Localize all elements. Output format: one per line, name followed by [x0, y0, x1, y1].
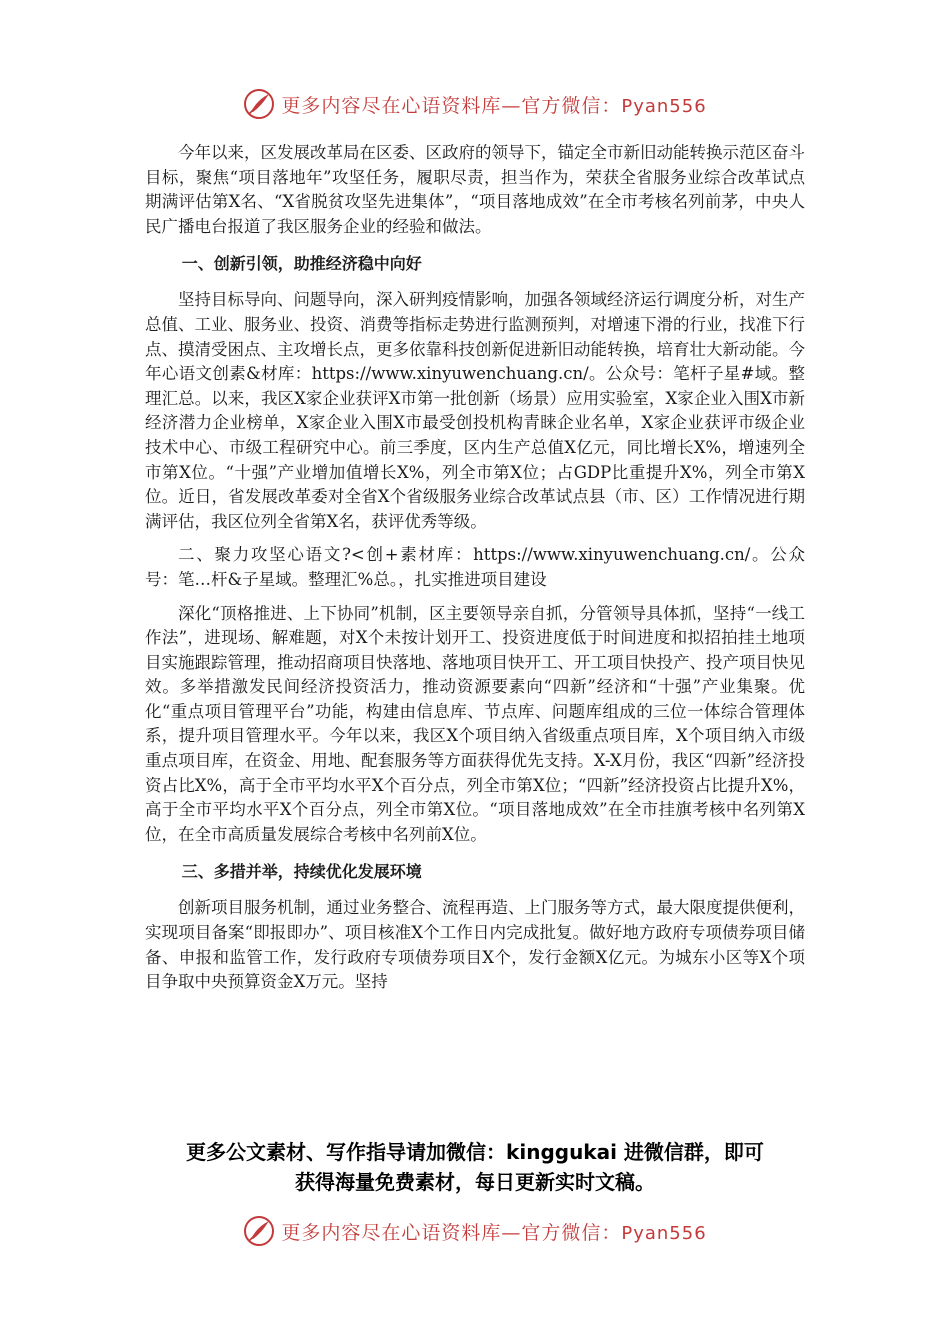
header-banner [0, 84, 950, 124]
section-2-heading-paragraph: 二、聚力攻坚心语文?<创+素材库：https://www.xinyuwenchuang.cn/。公众号：笔…杆&子星域。整理汇%总。，扎实推进项目建设 [145, 545, 805, 589]
intro-paragraph: 今年以来，区发展改革局在区委、区政府的领导下，锚定全市新旧动能转换示范区奋斗目标，聚焦“项目落地年”攻坚任务，履职尽责，担当作为，荣获全省服务业综合改革试点期满评估第X名、“X省脱贫攻坚先进集体”，“项目落地成效”在全市考核名列前茅，中央人民广播电台报道了我区服务企业的经验和做法。 [145, 143, 805, 236]
quill-logo-icon [243, 1215, 275, 1247]
section-2-paragraph: 深化“顶格推进、上下协同”机制，区主要领导亲自抓，分管领导具体抓，坚持“一线工作法”，进现场、解难题，对X个未按计划开工、投资进度低于时间进度和拟招拍挂土地项目实施跟踪管理，推动招商项目快落地、落地项目快开工、开工项目快投产、投产项目快见效。多举措激发民间经济投资活力，推动资源要素向“四新”经济和“十强”产业集聚。优化“重点项目管理平台”功能，构建由信息库、节点库、问题库组成的三位一体综合管理体系，提升项目管理水平。今年以来，我区X个项目纳入省级重点项目库，X个项目纳入市级重点项目库，在资金、用地、配套服务等方面获得优先支持。X-X月份，我区“四新”经济投资占比X%，高于全市平均水平X个百分点，列全市第X位；“四新”经济投资占比提升X%，高于全市平均水平X个百分点，列全市第X位。“项目落地成效”在全市挂旗考核中名列第X位，在全市高质量发展综合考核中名列前X位。 [145, 603, 805, 844]
quill-logo-icon [243, 88, 275, 120]
section-1-paragraph: 坚持目标导向、问题导向，深入研判疫情影响，加强各领域经济运行调度分析，对生产总值、工业、服务业、投资、消费等指标走势进行监测预判，对增速下滑的行业，找准下行点、摸清受困点、主攻增长点，更多依靠科技创新促进新旧动能转换，培育壮大新动能。今年心语文创素&材库：https://www.xinyuwenchuang.cn/。公众号：笔杆子星#域。整理汇总。以来，我区X家企业获评X市第一批创新（场景）应用实验室，X家企业入围X市新经济潜力企业榜单，X家企业入围X市最受创投机构青睐企业名单，X家企业获评市级企业技术中心、市级工程研究中心。前三季度，区内生产总值X亿元，同比增长X%，增速列全市第X位。“十强”产业增加值增长X%，列全市第X位；占GDP比重提升X%，列全市第X位。近日，省发展改革委对全省X个省级服务业综合改革试点县（市、区）工作情况进行期满评估，我区位列全省第X名，获评优秀等级。 [145, 290, 805, 531]
wechat-handle: Pyan556 [621, 95, 707, 117]
section-3-paragraph: 创新项目服务机制，通过业务整合、流程再造、上门服务等方式，最大限度提供便利，实现项目备案“即报即办”、项目核准X个工作日内完成批复。做好地方政府专项债券项目储备、申报和监管工作，发行政府专项债券项目X个，发行金额X亿元。为城东小区等X个项目争取中央预算资金X万元。坚持 [145, 898, 805, 992]
promo-line-1: 更多公文素材、写作指导请加微信：kinggukai 进微信群，即可 [186, 1140, 764, 1164]
section-1-heading: 一、创新引领，助推经济稳中向好 [181, 254, 422, 274]
banner-text: 更多内容尽在心语资料库—官方微信：Pyan556 [281, 94, 707, 117]
document-body [145, 141, 805, 995]
footer-banner [0, 1211, 950, 1251]
banner-text: 更多内容尽在心语资料库—官方微信：Pyan556 [281, 1221, 707, 1244]
section-3-heading: 三、多措并举，持续优化发展环境 [181, 862, 422, 882]
wechat-handle: Pyan556 [621, 1222, 707, 1244]
promo-line-2: 获得海量免费素材，每日更新实时文稿。 [295, 1170, 655, 1194]
promo-notice [140, 1137, 810, 1197]
